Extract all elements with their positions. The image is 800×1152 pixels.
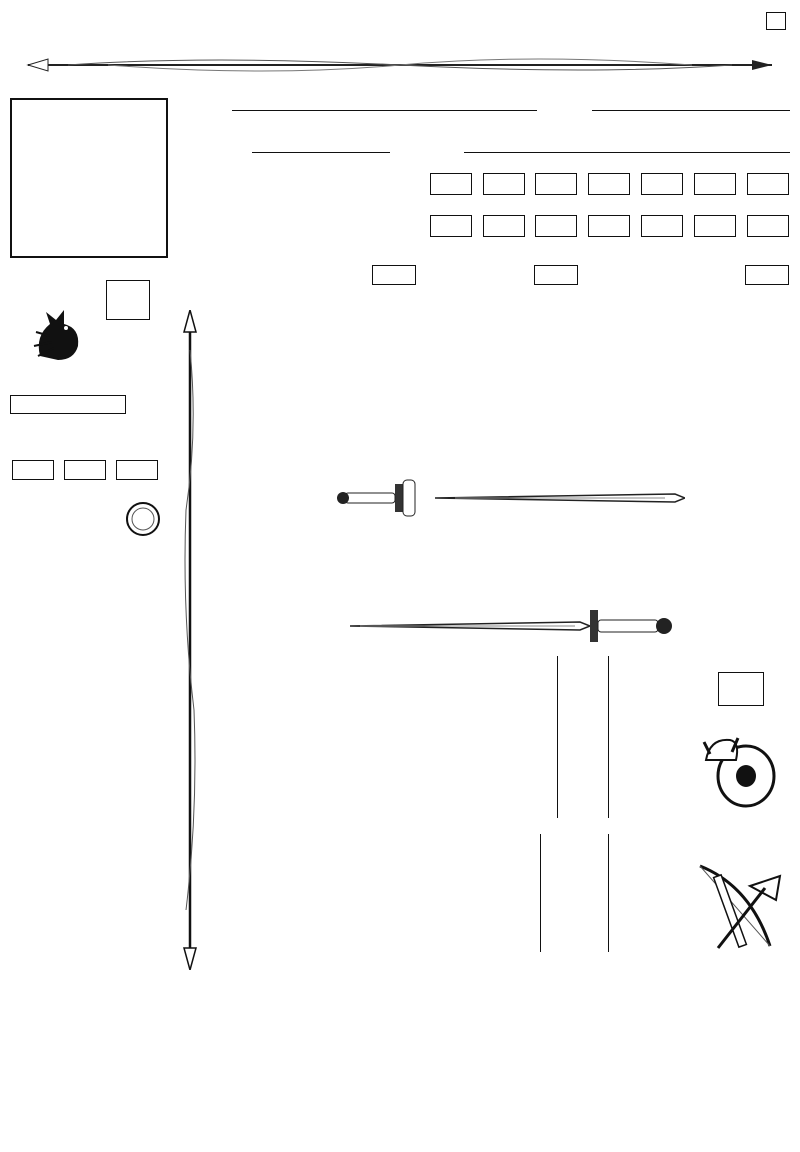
magie-psy-box[interactable] <box>534 265 578 285</box>
ev-box-3[interactable] <box>588 173 630 195</box>
origine-underline <box>252 152 390 153</box>
ev-box-6[interactable] <box>747 173 789 195</box>
ea-box-2[interactable] <box>535 215 577 237</box>
spear-icon <box>180 310 200 970</box>
helmet-shield-icon <box>700 730 780 810</box>
armement-divider-1 <box>540 834 541 952</box>
total-protection-box[interactable] <box>718 672 764 706</box>
ea-box-5[interactable] <box>694 215 736 237</box>
spear-ornament <box>8 50 792 80</box>
magie-phys-box[interactable] <box>372 265 416 285</box>
armures-divider-2 <box>608 656 609 818</box>
coin-icon <box>124 500 162 538</box>
sword-illustration <box>335 478 685 518</box>
armures-divider-1 <box>557 656 558 818</box>
ea-box-6[interactable] <box>747 215 789 237</box>
dragon-icon <box>30 306 86 364</box>
ev-box-5[interactable] <box>694 173 736 195</box>
resist-box[interactable] <box>745 265 789 285</box>
destin-box-2[interactable] <box>64 460 106 480</box>
metier-underline <box>464 152 790 153</box>
xp-box[interactable] <box>10 395 126 414</box>
ea-box-4[interactable] <box>641 215 683 237</box>
destin-box-1[interactable] <box>12 460 54 480</box>
armement-divider-2 <box>608 834 609 952</box>
ev-box-1[interactable] <box>483 173 525 195</box>
nom-underline <box>232 110 537 111</box>
portrait-frame[interactable] <box>10 98 168 258</box>
ev-box-2[interactable] <box>535 173 577 195</box>
ea-box-3[interactable] <box>588 215 630 237</box>
weapons-icon <box>690 856 790 956</box>
ea-box-1[interactable] <box>483 215 525 237</box>
destin-box-3[interactable] <box>116 460 158 480</box>
niveau-box[interactable] <box>106 280 150 320</box>
pnj-checkbox[interactable] <box>766 12 786 30</box>
ea-max-box[interactable] <box>430 215 472 237</box>
sword-illustration-2 <box>340 604 680 648</box>
sexe-underline <box>592 110 790 111</box>
ev-max-box[interactable] <box>430 173 472 195</box>
ev-box-4[interactable] <box>641 173 683 195</box>
